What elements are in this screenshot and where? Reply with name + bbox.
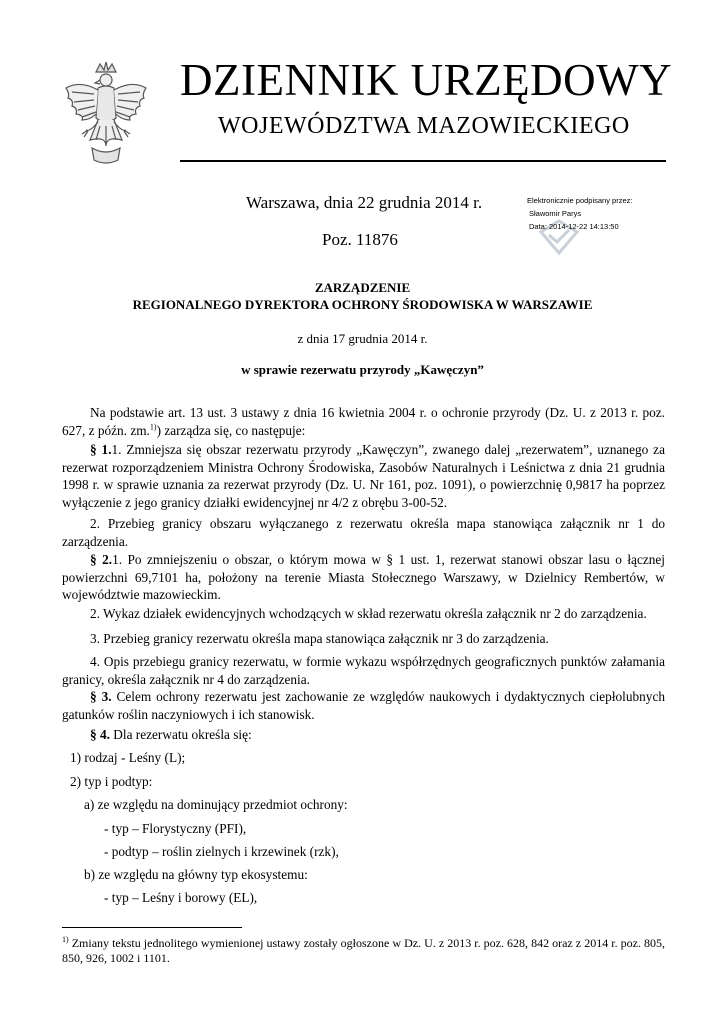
paragraph-text: 1. Zmniejsza się obszar rezerwatu przyrody „Kawęczyn”, zwanego dalej „rezerwatem”, uznanego za rezerwat rozporządzeniem Ministra Ochrony Środowiska, Zasobów Naturalnych i Leśnictwa z dnia 21 grudnia 1998 r. w sprawie uznania za rezerwat przyrody (Dz. U. Nr 161, poz. 1091), o powierzchnię 0,9817 ha poprzez wyłączenie z jego granicy działki ewidencyjnej nr 4/2 z obrębu 3-00-52.: [62, 442, 665, 510]
section-2-para-4: 4. Opis przebiegu granicy rezerwatu, w formie wykazu współrzędnych geograficznych punktów załamania granicy, określa załącznik nr 4 do zarządzenia.: [62, 654, 665, 687]
paragraph-text: Dla rezerwatu określa się:: [109, 727, 252, 742]
section-mark: § 1.: [90, 442, 112, 457]
list-item: - typ – Leśny i borowy (EL),: [104, 890, 258, 905]
doc-issuer: REGIONALNEGO DYREKTORA OCHRONY ŚRODOWISKA W WARSZAWIE: [132, 297, 593, 312]
footnote: [62, 936, 665, 966]
section-3: [62, 688, 665, 723]
intro-paragraph: [62, 404, 665, 439]
signature-label: Elektronicznie podpisany przez:: [527, 196, 633, 205]
intro-text-end: ) zarządza się, co następuje:: [156, 422, 306, 438]
list-item: - typ – Florystyczny (PFI),: [104, 821, 247, 836]
footnote-mark: 1): [62, 935, 69, 944]
paragraph-text: 1. Po zmniejszeniu o obszar, o którym mowa w § 1 ust. 1, rezerwat stanowi obszar lasu o łącznej powierzchni 69,7101 ha, położony na terenie Miasta Stołecznego Warszawy, w Dzielnicy Rembertów, w województwie mazowieckim.: [62, 552, 665, 602]
section-2-para-1: [62, 551, 665, 604]
polish-eagle-emblem-icon: [60, 60, 152, 168]
section-2-para-2: 2. Wykaz działek ewidencyjnych wchodzących w skład rezerwatu określa załącznik nr 2 do zarządzenia.: [90, 606, 647, 621]
section-1-para-1: [62, 441, 665, 511]
doc-type: ZARZĄDZENIE: [314, 280, 411, 295]
signature-date: Data: 2014-12-22 14:13:50: [529, 222, 619, 231]
footnote-text: Zmiany tekstu jednolitego wymienionej ustawy zostały ogłoszone w Dz. U. z 2013 r. poz. 628, 842 oraz z 2014 r. poz. 805, 850, 926, 1002 i 1101.: [62, 936, 665, 965]
section-mark: § 2.: [90, 552, 113, 567]
electronic-signature[interactable]: [527, 196, 657, 266]
list-item: - podtyp – roślin zielnych i krzewinek (rzk),: [104, 844, 339, 859]
list-item: b) ze względu na główny typ ekosystemu:: [84, 867, 308, 882]
section-1-para-2: 2. Przebieg granicy obszaru wyłączanego z rezerwatu określa mapa stanowiąca załącznik nr 1 do zarządzenia.: [62, 516, 665, 549]
section-2-para-3: 3. Przebieg granicy rezerwatu określa mapa stanowiąca załącznik nr 3 do zarządzenia.: [90, 631, 549, 646]
list-item: a) ze względu na dominujący przedmiot ochrony:: [84, 797, 348, 812]
position-number: Poz. 11876: [322, 230, 398, 249]
footnote-rule: [62, 927, 242, 928]
section-mark: § 4.: [90, 727, 110, 742]
place-date: Warszawa, dnia 22 grudnia 2014 r.: [246, 193, 483, 212]
paragraph-text: Celem ochrony rezerwatu jest zachowanie ze względów naukowych i dydaktycznych ciepłolubnych gatunków roślin naczyniowych i ich stanowisk.: [62, 689, 665, 722]
journal-title: DZIENNIK URZĘDOWY: [180, 55, 673, 105]
header-rule: [180, 160, 666, 162]
footnote-ref[interactable]: 1): [149, 422, 157, 432]
signer-name: Sławomir Parys: [529, 209, 582, 218]
doc-subject: w sprawie rezerwatu przyrody „Kawęczyn”: [241, 362, 484, 377]
journal-subtitle: WOJEWÓDZTWA MAZOWIECKIEGO: [218, 113, 630, 139]
section-mark: § 3.: [90, 689, 112, 704]
intro-text: Na podstawie art. 13 ust. 3 ustawy z dnia 16 kwietnia 2004 r. o ochronie przyrody (Dz. U. z 2013 r. poz. 627, z późn. zm.: [62, 405, 665, 438]
section-4: [62, 726, 665, 744]
doc-date: z dnia 17 grudnia 2014 r.: [297, 331, 428, 346]
list-item: 2) typ i podtyp:: [70, 774, 153, 789]
list-item: 1) rodzaj - Leśny (L);: [70, 750, 186, 765]
